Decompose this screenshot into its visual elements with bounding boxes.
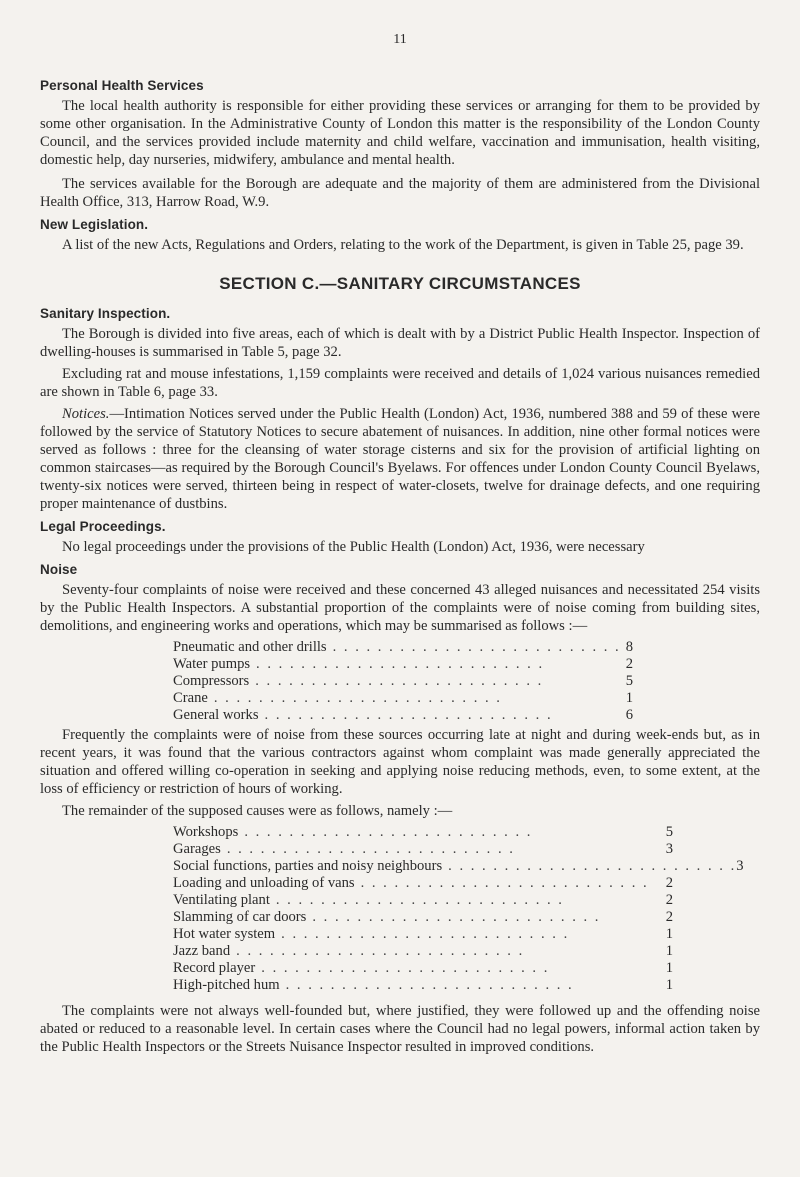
noise-sources-list [173,639,633,724]
list-item: Social functions, parties and noisy neighbours . . . . . . . . . . . . . . . . . . . . . . . . . . 3 [173,858,744,874]
list-item: Record player . . . . . . . . . . . . . . . . . . . . . . . . . . 1 [173,960,673,976]
list-item: Pneumatic and other drills . . . . . . . . . . . . . . . . . . . . . . . . . . 8 [173,639,633,655]
notices-label: Notices. [62,406,110,422]
sanitary-inspection-paragraph-1: The Borough is divided into five areas, each of which is dealt with by a District Public Health Inspector. Inspection of dwelling-houses is summarised in Table 5, page 32. [40,326,760,360]
list-item: High-pitched hum . . . . . . . . . . . . . . . . . . . . . . . . . . 1 [173,977,673,993]
legal-proceedings-paragraph: No legal proceedings under the provisions of the Public Health (London) Act, 1936, were necessary [62,539,645,555]
legal-proceedings-heading: Legal Proceedings. [40,519,166,534]
sanitary-inspection-heading: Sanitary Inspection. [40,306,171,321]
page-number: 11 [393,32,407,47]
list-item: Workshops . . . . . . . . . . . . . . . . . . . . . . . . . . 5 [173,824,673,840]
other-causes-list [173,824,744,994]
notices-paragraph [40,405,760,513]
personal-health-paragraph-1: The local health authority is responsible for either providing these services or arranging for them to be provided by some other organisation. In the Administrative County of London this matter is the responsibility of the London County Council, and the services provided include maternity and child welfare, vaccination and immunisation, health visiting, domestic help, day nurseries, midwifery, ambulance and mental health. [40,98,760,168]
list-item: Loading and unloading of vans . . . . . . . . . . . . . . . . . . . . . . . . . . 2 [173,875,673,891]
new-legislation-paragraph: A list of the new Acts, Regulations and Orders, relating to the work of the Department, is given in Table 25, page 39. [62,237,744,253]
section-c-title: SECTION C.—SANITARY CIRCUMSTANCES [219,274,581,293]
list-item: General works . . . . . . . . . . . . . . . . . . . . . . . . . . 6 [173,707,633,723]
page-content [40,78,760,1062]
personal-health-paragraph-2: The services available for the Borough are adequate and the majority of them are administered from the Divisional Health Office, 313, Harrow Road, W.9. [40,176,760,210]
new-legislation-heading: New Legislation. [40,217,149,232]
list-item: Crane . . . . . . . . . . . . . . . . . . . . . . . . . . 1 [173,690,633,706]
noise-paragraph-3: The remainder of the supposed causes were as follows, namely :— [62,803,453,819]
personal-health-heading: Personal Health Services [40,78,204,93]
noise-paragraph-2: Frequently the complaints were of noise from these sources occurring late at night and during week-ends but, as in recent years, it was found that the various contractors against whom complaint was made generally appreciated the situation and offered willing co-operation in seeking and applying noise reducing methods, even, to some extent, at the loss of efficiency or restriction of hours of working. [40,727,760,797]
list-item: Hot water system . . . . . . . . . . . . . . . . . . . . . . . . . . 1 [173,926,673,942]
list-item: Ventilating plant . . . . . . . . . . . . . . . . . . . . . . . . . . 2 [173,892,673,908]
noise-heading: Noise [40,562,78,577]
noise-paragraph-4: The complaints were not always well-founded but, where justified, they were followed up and the offending noise abated or reduced to a reasonable level. In certain cases where the Council had no legal powers, informal action taken by the Public Health Inspectors or the Streets Nuisance Inspector resulted in improved conditions. [40,1003,760,1055]
list-item: Slamming of car doors . . . . . . . . . . . . . . . . . . . . . . . . . . 2 [173,909,673,925]
sanitary-inspection-paragraph-2: Excluding rat and mouse infestations, 1,159 complaints were received and details of 1,024 various nuisances remedied are shown in Table 6, page 33. [40,366,760,400]
list-item: Compressors . . . . . . . . . . . . . . . . . . . . . . . . . . 5 [173,673,633,689]
list-item: Water pumps . . . . . . . . . . . . . . . . . . . . . . . . . . 2 [173,656,633,672]
list-item: Jazz band . . . . . . . . . . . . . . . . . . . . . . . . . . 1 [173,943,673,959]
notices-text: —Intimation Notices served under the Public Health (London) Act, 1936, numbered 388 and 59 of these were followed by the service of Statutory Notices to secure abatement of nuisances. In addition, nine other formal notices were served as follows : three for the cleansing of water storage cisterns and six for the provision of artificial lighting on common staircases—as required by the Borough Council's Byelaws. For offences under London County Council Byelaws, twenty-six notices were served, thirteen being in respect of water-closets, twelve for drainage defects, and one requiring proper maintenance of dustbins. [40,406,760,512]
noise-paragraph-1: Seventy-four complaints of noise were received and these concerned 43 alleged nuisances and necessitated 254 visits by the Public Health Inspectors. A substantial proportion of the complaints were of noise coming from building sites, demolitions, and engineering works and operations, which may be summarised as follows :— [40,582,760,634]
list-item: Garages . . . . . . . . . . . . . . . . . . . . . . . . . . 3 [173,841,673,857]
